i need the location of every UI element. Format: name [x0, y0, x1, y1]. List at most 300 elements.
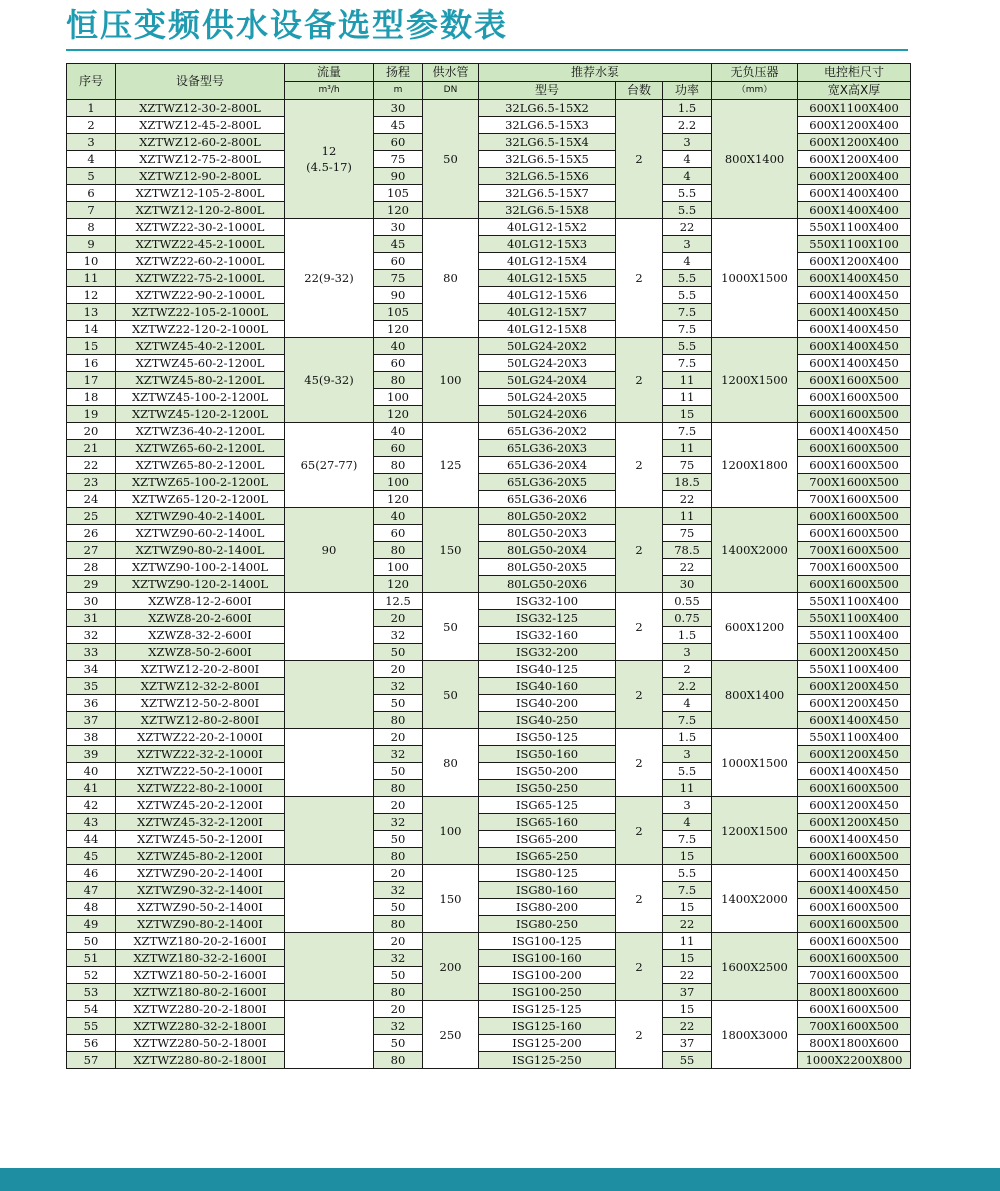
model-cell: XZTWZ90-100-2-1400L — [116, 559, 285, 576]
pump-model-cell: 32LG6.5-15X8 — [479, 202, 616, 219]
head-cell: 90 — [374, 287, 423, 304]
head-cell: 90 — [374, 168, 423, 185]
power-cell: 0.75 — [663, 610, 712, 627]
model-cell: XZTWZ90-60-2-1400L — [116, 525, 285, 542]
model-cell: XZTWZ180-80-2-1600I — [116, 984, 285, 1001]
cabinet-cell: 600X1600X500 — [798, 780, 911, 797]
pump-count-cell: 2 — [616, 1001, 663, 1069]
cabinet-cell: 600X1600X500 — [798, 372, 911, 389]
head-cell: 20 — [374, 933, 423, 950]
model-cell: XZTWZ22-75-2-1000L — [116, 270, 285, 287]
cabinet-cell: 550X1100X400 — [798, 219, 911, 236]
model-cell: XZTWZ45-50-2-1200I — [116, 831, 285, 848]
head-cell: 32 — [374, 678, 423, 695]
power-cell: 22 — [663, 559, 712, 576]
head-cell: 100 — [374, 389, 423, 406]
pump-count-cell: 2 — [616, 729, 663, 797]
pump-model-cell: ISG32-125 — [479, 610, 616, 627]
pump-model-cell: 50LG24-20X4 — [479, 372, 616, 389]
head-cell: 45 — [374, 236, 423, 253]
seq-cell: 5 — [67, 168, 116, 185]
power-cell: 11 — [663, 508, 712, 525]
power-cell: 4 — [663, 695, 712, 712]
cabinet-cell: 600X1200X400 — [798, 117, 911, 134]
model-cell: XZTWZ45-80-2-1200I — [116, 848, 285, 865]
head-cell: 20 — [374, 865, 423, 882]
model-cell: XZTWZ90-32-2-1400I — [116, 882, 285, 899]
model-cell: XZTWZ12-120-2-800L — [116, 202, 285, 219]
flow-cell — [285, 933, 374, 1001]
pump-model-cell: ISG100-125 — [479, 933, 616, 950]
model-cell: XZTWZ12-75-2-800L — [116, 151, 285, 168]
table-row — [67, 797, 911, 814]
power-cell: 22 — [663, 219, 712, 236]
power-cell: 5.5 — [663, 763, 712, 780]
power-cell: 2 — [663, 661, 712, 678]
seq-cell: 24 — [67, 491, 116, 508]
head-cell: 32 — [374, 950, 423, 967]
seq-cell: 18 — [67, 389, 116, 406]
pipe-cell: 50 — [423, 593, 479, 661]
flow-value: 22(9-32) — [304, 271, 354, 285]
model-cell: XZTWZ280-80-2-1800I — [116, 1052, 285, 1069]
table-row — [67, 729, 911, 746]
pump-count-cell: 2 — [616, 593, 663, 661]
model-cell: XZTWZ65-80-2-1200L — [116, 457, 285, 474]
pump-model-cell: ISG40-250 — [479, 712, 616, 729]
spec-table — [66, 63, 911, 1069]
pipe-cell: 150 — [423, 508, 479, 593]
model-cell: XZTWZ45-80-2-1200L — [116, 372, 285, 389]
seq-cell: 19 — [67, 406, 116, 423]
cabinet-cell: 600X1600X500 — [798, 1001, 911, 1018]
head-cell: 60 — [374, 253, 423, 270]
cabinet-cell: 600X1600X500 — [798, 950, 911, 967]
header-pump-model: 型号 — [479, 82, 616, 100]
head-cell: 120 — [374, 406, 423, 423]
pump-model-cell: ISG40-160 — [479, 678, 616, 695]
header-pump: 推荐水泵 — [479, 64, 712, 82]
pump-count-cell: 2 — [616, 508, 663, 593]
pump-model-cell: ISG80-160 — [479, 882, 616, 899]
head-cell: 80 — [374, 457, 423, 474]
pump-model-cell: 80LG50-20X3 — [479, 525, 616, 542]
pump-model-cell: ISG50-250 — [479, 780, 616, 797]
tank-cell: 1200X1800 — [712, 423, 798, 508]
power-cell: 7.5 — [663, 423, 712, 440]
table-row — [67, 100, 911, 117]
pipe-cell: 80 — [423, 729, 479, 797]
cabinet-cell: 600X1400X450 — [798, 321, 911, 338]
model-cell: XZTWZ90-80-2-1400I — [116, 916, 285, 933]
power-cell: 15 — [663, 950, 712, 967]
model-cell: XZTWZ90-50-2-1400I — [116, 899, 285, 916]
model-cell: XZTWZ22-60-2-1000L — [116, 253, 285, 270]
pump-model-cell: ISG32-160 — [479, 627, 616, 644]
model-cell: XZTWZ280-32-2-1800I — [116, 1018, 285, 1035]
power-cell: 5.5 — [663, 185, 712, 202]
head-cell: 120 — [374, 321, 423, 338]
model-cell: XZTWZ180-50-2-1600I — [116, 967, 285, 984]
power-cell: 3 — [663, 134, 712, 151]
model-cell: XZTWZ36-40-2-1200L — [116, 423, 285, 440]
table-body — [67, 100, 911, 1069]
header-cabinet: 电控柜尺寸 — [798, 64, 911, 82]
power-cell: 15 — [663, 1001, 712, 1018]
power-cell: 4 — [663, 168, 712, 185]
seq-cell: 28 — [67, 559, 116, 576]
model-cell: XZTWZ45-60-2-1200L — [116, 355, 285, 372]
seq-cell: 53 — [67, 984, 116, 1001]
pump-model-cell: 50LG24-20X6 — [479, 406, 616, 423]
power-cell: 7.5 — [663, 712, 712, 729]
pump-model-cell: 40LG12-15X4 — [479, 253, 616, 270]
flow-cell — [285, 1001, 374, 1069]
flow-value: 65(27-77) — [300, 458, 358, 472]
pipe-cell: 100 — [423, 338, 479, 423]
head-cell: 20 — [374, 729, 423, 746]
power-cell: 3 — [663, 746, 712, 763]
power-cell: 7.5 — [663, 304, 712, 321]
header-tank-unit: （mm） — [712, 82, 798, 100]
header-pipe: 供水管 — [423, 64, 479, 82]
cabinet-cell: 600X1600X500 — [798, 848, 911, 865]
head-cell: 75 — [374, 151, 423, 168]
cabinet-cell: 700X1600X500 — [798, 542, 911, 559]
seq-cell: 29 — [67, 576, 116, 593]
pump-count-cell: 2 — [616, 219, 663, 338]
header-model: 设备型号 — [116, 64, 285, 100]
model-cell: XZTWZ45-20-2-1200I — [116, 797, 285, 814]
pump-model-cell: 40LG12-15X5 — [479, 270, 616, 287]
table-row — [67, 933, 911, 950]
flow-cell — [285, 100, 374, 219]
cabinet-cell: 600X1600X500 — [798, 933, 911, 950]
seq-cell: 32 — [67, 627, 116, 644]
pump-model-cell: ISG125-125 — [479, 1001, 616, 1018]
model-cell: XZWZ8-12-2-600I — [116, 593, 285, 610]
power-cell: 22 — [663, 967, 712, 984]
head-cell: 40 — [374, 338, 423, 355]
head-cell: 32 — [374, 882, 423, 899]
seq-cell: 55 — [67, 1018, 116, 1035]
power-cell: 1.5 — [663, 100, 712, 117]
power-cell: 4 — [663, 253, 712, 270]
pipe-cell: 150 — [423, 865, 479, 933]
flow-cell — [285, 865, 374, 933]
head-cell: 30 — [374, 219, 423, 236]
seq-cell: 4 — [67, 151, 116, 168]
pipe-cell: 100 — [423, 797, 479, 865]
pump-model-cell: ISG80-125 — [479, 865, 616, 882]
seq-cell: 22 — [67, 457, 116, 474]
pump-model-cell: ISG40-200 — [479, 695, 616, 712]
power-cell: 11 — [663, 372, 712, 389]
cabinet-cell: 600X1400X450 — [798, 423, 911, 440]
power-cell: 18.5 — [663, 474, 712, 491]
table-row — [67, 1001, 911, 1018]
seq-cell: 14 — [67, 321, 116, 338]
pump-model-cell: 65LG36-20X2 — [479, 423, 616, 440]
pump-model-cell: 80LG50-20X4 — [479, 542, 616, 559]
seq-cell: 51 — [67, 950, 116, 967]
seq-cell: 34 — [67, 661, 116, 678]
seq-cell: 36 — [67, 695, 116, 712]
model-cell: XZTWZ180-32-2-1600I — [116, 950, 285, 967]
pipe-cell: 50 — [423, 661, 479, 729]
flow-cell — [285, 423, 374, 508]
pump-model-cell: 50LG24-20X2 — [479, 338, 616, 355]
power-cell: 2.2 — [663, 678, 712, 695]
cabinet-cell: 600X1200X450 — [798, 797, 911, 814]
power-cell: 2.2 — [663, 117, 712, 134]
power-cell: 22 — [663, 491, 712, 508]
model-cell: XZTWZ90-80-2-1400L — [116, 542, 285, 559]
power-cell: 15 — [663, 899, 712, 916]
model-cell: XZTWZ22-20-2-1000I — [116, 729, 285, 746]
cabinet-cell: 600X1400X400 — [798, 202, 911, 219]
cabinet-cell: 600X1400X450 — [798, 831, 911, 848]
cabinet-cell: 550X1100X400 — [798, 627, 911, 644]
cabinet-cell: 700X1600X500 — [798, 967, 911, 984]
cabinet-cell: 600X1200X400 — [798, 168, 911, 185]
head-cell: 32 — [374, 627, 423, 644]
head-cell: 20 — [374, 661, 423, 678]
head-cell: 80 — [374, 916, 423, 933]
cabinet-cell: 600X1400X450 — [798, 355, 911, 372]
head-cell: 32 — [374, 746, 423, 763]
pump-model-cell: 80LG50-20X6 — [479, 576, 616, 593]
pipe-cell: 80 — [423, 219, 479, 338]
header-flow-unit: m³/h — [285, 82, 374, 100]
cabinet-cell: 600X1600X500 — [798, 440, 911, 457]
head-cell: 30 — [374, 100, 423, 117]
pump-model-cell: 65LG36-20X5 — [479, 474, 616, 491]
pump-count-cell: 2 — [616, 100, 663, 219]
pump-model-cell: ISG125-160 — [479, 1018, 616, 1035]
seq-cell: 21 — [67, 440, 116, 457]
power-cell: 11 — [663, 440, 712, 457]
seq-cell: 7 — [67, 202, 116, 219]
flow-value: 45(9-32) — [304, 373, 354, 387]
power-cell: 15 — [663, 848, 712, 865]
tank-cell: 1600X2500 — [712, 933, 798, 1001]
seq-cell: 35 — [67, 678, 116, 695]
seq-cell: 15 — [67, 338, 116, 355]
seq-cell: 44 — [67, 831, 116, 848]
model-cell: XZTWZ65-60-2-1200L — [116, 440, 285, 457]
model-cell: XZTWZ12-50-2-800I — [116, 695, 285, 712]
tank-cell: 1200X1500 — [712, 797, 798, 865]
model-cell: XZTWZ12-105-2-800L — [116, 185, 285, 202]
seq-cell: 49 — [67, 916, 116, 933]
seq-cell: 47 — [67, 882, 116, 899]
pump-count-cell: 2 — [616, 338, 663, 423]
cabinet-cell: 600X1600X500 — [798, 525, 911, 542]
header-seq: 序号 — [67, 64, 116, 100]
head-cell: 100 — [374, 474, 423, 491]
pump-model-cell: ISG100-250 — [479, 984, 616, 1001]
pump-model-cell: 65LG36-20X6 — [479, 491, 616, 508]
model-cell: XZTWZ22-90-2-1000L — [116, 287, 285, 304]
header-row-1 — [67, 64, 911, 82]
head-cell: 120 — [374, 576, 423, 593]
model-cell: XZTWZ45-40-2-1200L — [116, 338, 285, 355]
cabinet-cell: 600X1400X450 — [798, 287, 911, 304]
table-row — [67, 865, 911, 882]
head-cell: 60 — [374, 525, 423, 542]
seq-cell: 45 — [67, 848, 116, 865]
head-cell: 100 — [374, 559, 423, 576]
head-cell: 80 — [374, 542, 423, 559]
power-cell: 22 — [663, 1018, 712, 1035]
pump-model-cell: 32LG6.5-15X4 — [479, 134, 616, 151]
head-cell: 20 — [374, 610, 423, 627]
pump-model-cell: 32LG6.5-15X2 — [479, 100, 616, 117]
seq-cell: 48 — [67, 899, 116, 916]
cabinet-cell: 600X1400X400 — [798, 185, 911, 202]
cabinet-cell: 600X1400X450 — [798, 338, 911, 355]
seq-cell: 10 — [67, 253, 116, 270]
seq-cell: 20 — [67, 423, 116, 440]
flow-cell — [285, 593, 374, 661]
seq-cell: 33 — [67, 644, 116, 661]
table-row — [67, 338, 911, 355]
pipe-cell: 50 — [423, 100, 479, 219]
power-cell: 11 — [663, 389, 712, 406]
pump-model-cell: 80LG50-20X5 — [479, 559, 616, 576]
head-cell: 105 — [374, 304, 423, 321]
cabinet-cell: 600X1600X500 — [798, 576, 911, 593]
head-cell: 50 — [374, 967, 423, 984]
flow-cell — [285, 219, 374, 338]
power-cell: 3 — [663, 644, 712, 661]
head-cell: 80 — [374, 780, 423, 797]
flow-range: (4.5-17) — [306, 160, 352, 174]
seq-cell: 12 — [67, 287, 116, 304]
power-cell: 7.5 — [663, 831, 712, 848]
power-cell: 11 — [663, 933, 712, 950]
cabinet-cell: 600X1200X450 — [798, 746, 911, 763]
power-cell: 78.5 — [663, 542, 712, 559]
tank-cell: 800X1400 — [712, 100, 798, 219]
cabinet-cell: 550X1100X100 — [798, 236, 911, 253]
seq-cell: 23 — [67, 474, 116, 491]
power-cell: 5.5 — [663, 865, 712, 882]
seq-cell: 54 — [67, 1001, 116, 1018]
header-pipe-unit: DN — [423, 82, 479, 100]
pump-model-cell: ISG50-200 — [479, 763, 616, 780]
power-cell: 0.55 — [663, 593, 712, 610]
cabinet-cell: 1000X2200X800 — [798, 1052, 911, 1069]
header-cabinet-unit: 宽X高X厚 — [798, 82, 911, 100]
cabinet-cell: 700X1600X500 — [798, 559, 911, 576]
model-cell: XZTWZ22-32-2-1000I — [116, 746, 285, 763]
seq-cell: 37 — [67, 712, 116, 729]
model-cell: XZTWZ22-30-2-1000L — [116, 219, 285, 236]
seq-cell: 26 — [67, 525, 116, 542]
model-cell: XZTWZ90-120-2-1400L — [116, 576, 285, 593]
power-cell: 22 — [663, 916, 712, 933]
flow-value: 90 — [321, 543, 337, 557]
power-cell: 3 — [663, 236, 712, 253]
pump-count-cell: 2 — [616, 865, 663, 933]
cabinet-cell: 600X1200X400 — [798, 134, 911, 151]
pump-model-cell: 65LG36-20X3 — [479, 440, 616, 457]
cabinet-cell: 600X1400X450 — [798, 304, 911, 321]
tank-cell: 1200X1500 — [712, 338, 798, 423]
table-row — [67, 423, 911, 440]
head-cell: 50 — [374, 644, 423, 661]
flow-value: 12 — [321, 144, 337, 158]
model-cell: XZTWZ12-45-2-800L — [116, 117, 285, 134]
cabinet-cell: 600X1400X450 — [798, 763, 911, 780]
head-cell: 20 — [374, 797, 423, 814]
cabinet-cell: 600X1200X400 — [798, 151, 911, 168]
flow-cell — [285, 338, 374, 423]
pump-model-cell: ISG65-160 — [479, 814, 616, 831]
head-cell: 32 — [374, 1018, 423, 1035]
pump-model-cell: 80LG50-20X2 — [479, 508, 616, 525]
seq-cell: 38 — [67, 729, 116, 746]
pump-model-cell: 65LG36-20X4 — [479, 457, 616, 474]
cabinet-cell: 800X1800X600 — [798, 1035, 911, 1052]
cabinet-cell: 600X1200X450 — [798, 695, 911, 712]
model-cell: XZWZ8-50-2-600I — [116, 644, 285, 661]
pump-model-cell: ISG125-200 — [479, 1035, 616, 1052]
cabinet-cell: 700X1600X500 — [798, 474, 911, 491]
seq-cell: 1 — [67, 100, 116, 117]
head-cell: 40 — [374, 508, 423, 525]
cabinet-cell: 600X1600X500 — [798, 406, 911, 423]
header-head: 扬程 — [374, 64, 423, 82]
seq-cell: 43 — [67, 814, 116, 831]
pump-model-cell: ISG125-250 — [479, 1052, 616, 1069]
table-row — [67, 593, 911, 610]
tank-cell: 1400X2000 — [712, 508, 798, 593]
cabinet-cell: 600X1100X400 — [798, 100, 911, 117]
pump-model-cell: 40LG12-15X3 — [479, 236, 616, 253]
model-cell: XZTWZ280-50-2-1800I — [116, 1035, 285, 1052]
pump-model-cell: ISG65-250 — [479, 848, 616, 865]
header-flow: 流量 — [285, 64, 374, 82]
seq-cell: 31 — [67, 610, 116, 627]
power-cell: 75 — [663, 525, 712, 542]
head-cell: 50 — [374, 695, 423, 712]
power-cell: 3 — [663, 797, 712, 814]
power-cell: 5.5 — [663, 202, 712, 219]
model-cell: XZTWZ90-20-2-1400I — [116, 865, 285, 882]
power-cell: 30 — [663, 576, 712, 593]
seq-cell: 11 — [67, 270, 116, 287]
pump-model-cell: ISG40-125 — [479, 661, 616, 678]
pump-model-cell: 40LG12-15X2 — [479, 219, 616, 236]
head-cell: 60 — [374, 134, 423, 151]
seq-cell: 16 — [67, 355, 116, 372]
power-cell: 75 — [663, 457, 712, 474]
model-cell: XZTWZ22-105-2-1000L — [116, 304, 285, 321]
head-cell: 50 — [374, 831, 423, 848]
seq-cell: 52 — [67, 967, 116, 984]
power-cell: 55 — [663, 1052, 712, 1069]
cabinet-cell: 800X1800X600 — [798, 984, 911, 1001]
power-cell: 7.5 — [663, 321, 712, 338]
footer-band — [0, 1168, 1000, 1191]
pump-model-cell: 50LG24-20X3 — [479, 355, 616, 372]
power-cell: 11 — [663, 780, 712, 797]
model-cell: XZTWZ22-120-2-1000L — [116, 321, 285, 338]
power-cell: 4 — [663, 814, 712, 831]
